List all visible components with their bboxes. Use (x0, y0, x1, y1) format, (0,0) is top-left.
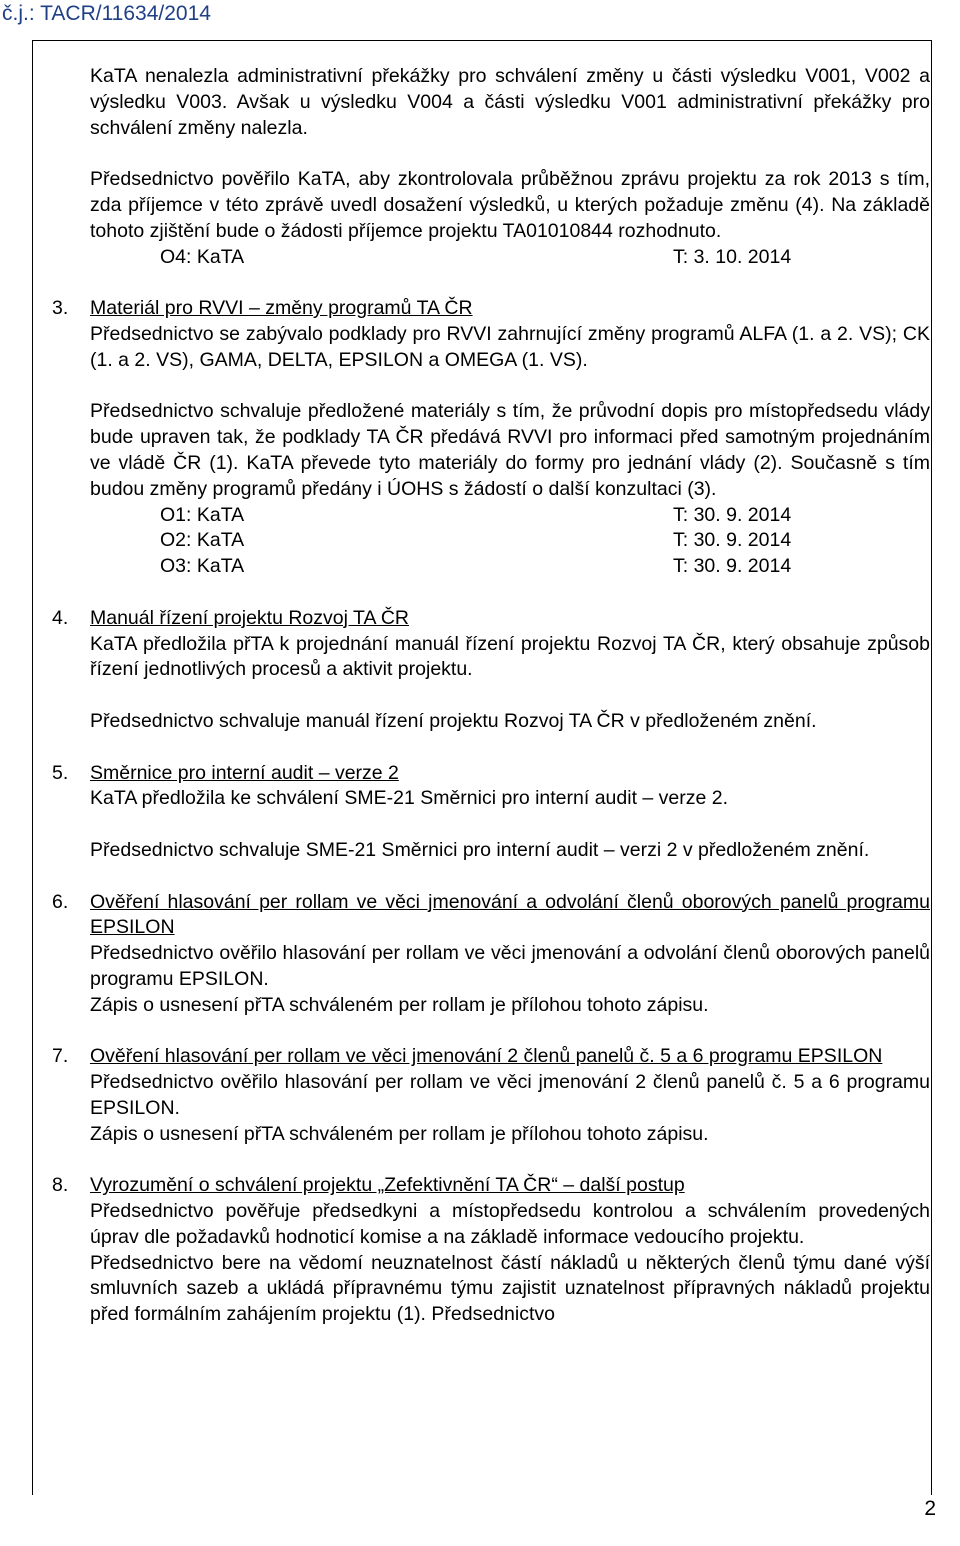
task-owner: O1: KaTA (160, 503, 245, 526)
section-5 (52, 761, 930, 864)
task-owner: O3: KaTA (160, 555, 245, 578)
task-deadline: T: 30. 9. 2014 (673, 503, 792, 526)
section-paragraph: Předsednictvo schvaluje předložené materiály s tím, že průvodní dopis pro místopředsedu vlády bude upraven tak, že podklady TA ČR předává RVVI pro informaci před samotným projednáním ve vládě ČR (1). KaTA převede tyto materiály do formy pro jednání vlády (2). Současně s tím budou změny programů předány i ÚOHS s žádostí o další konzultaci (3). (90, 400, 930, 500)
section-title: Ověření hlasování per rollam ve věci jmenování 2 členů panelů č. 5 a 6 programu EPSILON (90, 1045, 883, 1068)
section-number: 8. (52, 1174, 69, 1197)
intro-paragraph-2: Předsednictvo pověřilo KaTA, aby zkontrolovala průběžnou zprávu projektu za rok 2013 s tím, zda příjemce v této zprávě uvedl dosažení výsledků, u kterých požaduje změnu (4). Na základě tohoto zjištění bude o žádosti příjemce projektu TA01010844 rozhodnuto. (90, 168, 930, 242)
section-6 (52, 890, 930, 1019)
section-paragraph: KaTA předložila ke schválení SME-21 Směrnici pro interní audit – verze 2. (90, 787, 729, 810)
document-reference-header: č.j.: TACR/11634/2014 (2, 2, 211, 25)
section-7 (52, 1044, 930, 1147)
task-row (90, 554, 930, 580)
section-number: 4. (52, 606, 69, 629)
section-paragraph: Předsednictvo ověřilo hlasování per rollam ve věci jmenování 2 členů panelů č. 5 a 6 programu EPSILON. (90, 1071, 930, 1119)
section-paragraph: Předsednictvo schvaluje manuál řízení projektu Rozvoj TA ČR v předloženém znění. (90, 709, 817, 732)
section-title: Ověření hlasování per rollam ve věci jmenování a odvolání členů oborových panelů programu EPSILON (90, 890, 930, 939)
section-title: Vyrozumění o schválení projektu „Zefektivnění TA ČR“ – další postup (90, 1174, 685, 1197)
section-number: 5. (52, 761, 69, 784)
task-owner: O4: KaTA (160, 245, 245, 268)
task-row (90, 528, 930, 554)
intro-paragraph-1: KaTA nenalezla administrativní překážky pro schválení změny u části výsledku V001, V002 a výsledku V003. Avšak u výsledku V004 a části výsledku V001 administrativní překážky pro schválení změny nalezla. (90, 65, 930, 139)
task-owner: O2: KaTA (160, 529, 245, 552)
section-title: Manuál řízení projektu Rozvoj TA ČR (90, 606, 409, 629)
document-body (52, 64, 930, 1328)
section-number: 3. (52, 297, 69, 320)
section-paragraph: Předsednictvo bere na vědomí neuznatelnost částí nákladů u některých členů týmu dané výší smluvních sazeb a ukládá přípravnému týmu zajistit uznatelnost přípravných nákladů projektu před formálním zahájením projektu (1). Předsednictvo (90, 1251, 930, 1326)
section-number: 7. (52, 1045, 69, 1068)
intro-task-row (90, 245, 930, 271)
section-paragraph: Předsednictvo se zabývalo podklady pro RVVI zahrnující změny programů ALFA (1. a 2. VS); CK (1. a 2. VS), GAMA, DELTA, EPSILON a OMEGA (1. VS). (90, 322, 930, 371)
section-paragraph: Předsednictvo pověřuje předsedkyni a místopředsedu kontrolou a schválením provedených úprav dle požadavků hodnoticí komise a na základě informace vedoucího projektu. (90, 1200, 930, 1248)
section-title: Materiál pro RVVI – změny programů TA ČR (90, 297, 473, 320)
task-row (90, 503, 930, 529)
section-paragraph: Zápis o usnesení přTA schváleném per rollam je přílohou tohoto zápisu. (90, 1122, 709, 1145)
section-paragraph: Předsednictvo ověřilo hlasování per rollam ve věci jmenování a odvolání členů oborových panelů programu EPSILON. (90, 942, 930, 990)
page-number: 2 (924, 1497, 936, 1520)
section-number: 6. (52, 890, 69, 913)
section-4 (52, 606, 930, 735)
section-paragraph: Předsednictvo schvaluje SME-21 Směrnici pro interní audit – verzi 2 v předloženém znění. (90, 838, 870, 861)
section-paragraph: Zápis o usnesení přTA schváleném per rollam je přílohou tohoto zápisu. (90, 993, 709, 1016)
section-paragraph: KaTA předložila přTA k projednání manuál řízení projektu Rozvoj TA ČR, který obsahuje způsob řízení jednotlivých procesů a aktivit projektu. (90, 632, 930, 681)
task-deadline: T: 3. 10. 2014 (673, 245, 792, 268)
task-deadline: T: 30. 9. 2014 (673, 555, 792, 578)
task-deadline: T: 30. 9. 2014 (673, 529, 792, 552)
section-title: Směrnice pro interní audit – verze 2 (90, 761, 399, 784)
section-3 (52, 296, 930, 580)
section-8 (52, 1173, 930, 1328)
